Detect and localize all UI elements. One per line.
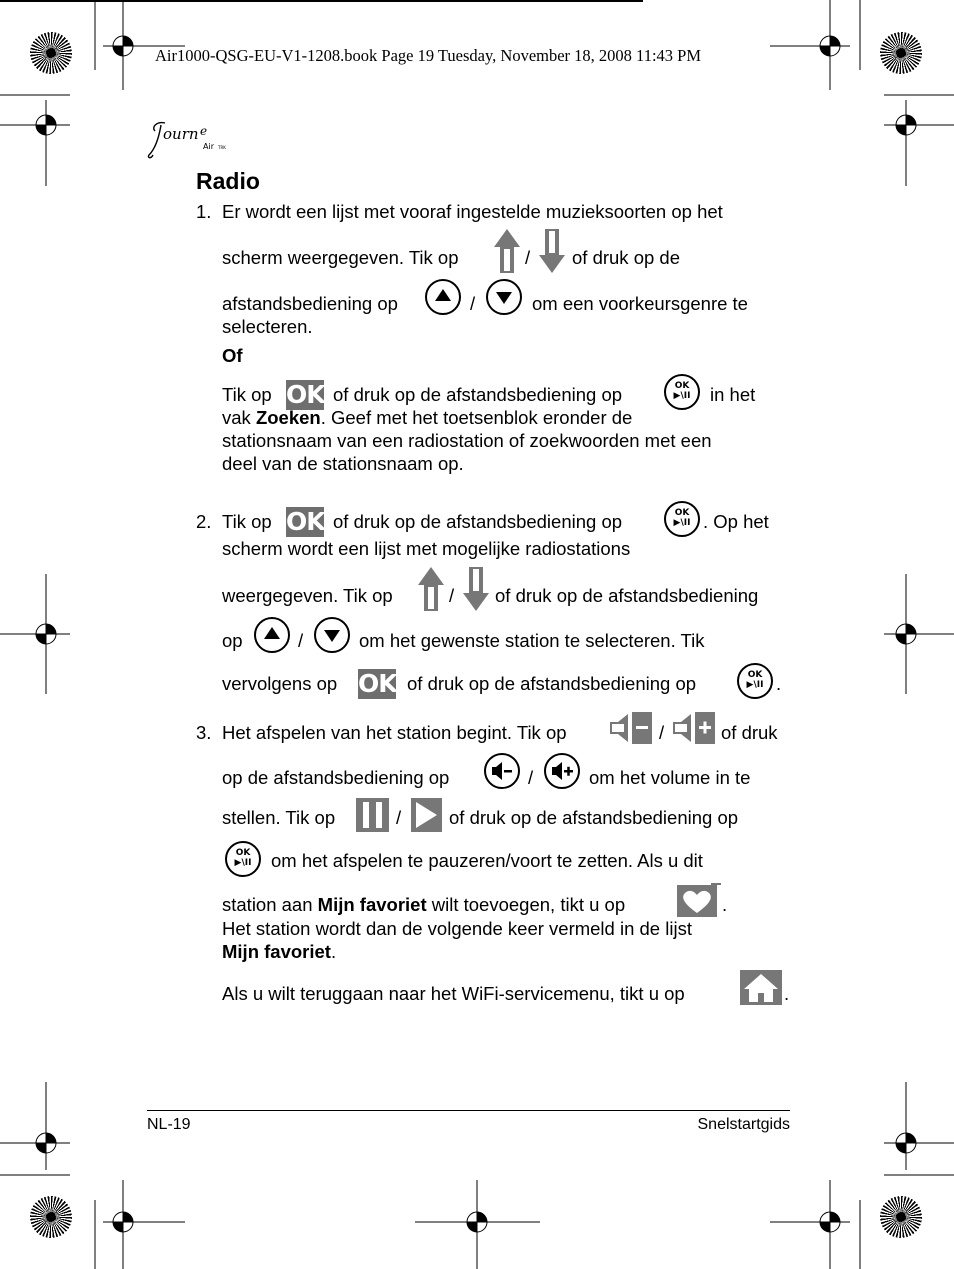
scroll-down-icon — [463, 567, 489, 611]
ok-button-icon: OK — [286, 380, 325, 409]
step2-line3b: of druk op de afstandsbediening — [495, 585, 759, 606]
step3-line7: Mijn favoriet. — [222, 941, 337, 962]
volume-up-icon — [673, 712, 715, 744]
step1-line8: deel van de stationsnaam op. — [222, 453, 464, 474]
step-number: 3. — [196, 722, 212, 743]
scroll-up-icon — [494, 229, 520, 273]
journe-air-logo — [147, 115, 237, 161]
volume-down-icon — [610, 712, 652, 744]
step1-line2: scherm weergegeven. Tik op — [222, 247, 459, 268]
step2-line1: Tik op — [222, 511, 272, 532]
ok-button-icon: OK — [358, 669, 397, 698]
step-number: 1. — [196, 201, 212, 222]
step2-line5: vervolgens op — [222, 673, 338, 694]
step3-line2: op de afstandsbediening op — [222, 767, 450, 788]
registration-starburst-top-left — [30, 32, 72, 74]
slash: / — [525, 247, 531, 268]
svg-text:e: e — [200, 124, 208, 138]
step3-line3b: of druk op de afstandsbediening op — [449, 807, 739, 828]
svg-text:Air: Air — [203, 142, 214, 151]
scroll-down-icon — [539, 229, 565, 273]
remote-up-button-icon — [254, 617, 290, 653]
step1-line5b: of druk op de afstandsbediening op — [333, 384, 623, 405]
home-icon — [740, 970, 782, 1005]
step2-line5c: . — [776, 673, 782, 694]
registration-starburst-top-right — [880, 32, 922, 74]
remote-ok-play-pause-icon: OK ▶\II — [737, 663, 773, 699]
slash: / — [396, 807, 402, 828]
step1-line2b: of druk op de — [572, 247, 680, 268]
remote-ok-play-pause-icon: OK ▶\II — [664, 501, 700, 537]
add-favorite-heart-icon — [677, 883, 721, 917]
page-number: NL-19 — [147, 1116, 191, 1133]
step1-line3: afstandsbediening op — [222, 293, 398, 314]
step2-line1c: . Op het — [703, 511, 769, 532]
step2-line4b: om het gewenste station te selecteren. Tik — [359, 630, 705, 651]
remote-volume-up-icon — [544, 753, 580, 789]
step2-line5b: of druk op de afstandsbediening op — [407, 673, 697, 694]
svg-text:ourn: ourn — [163, 125, 199, 143]
pause-icon — [356, 798, 389, 832]
ok-button-icon: OK — [286, 507, 325, 536]
step3-line3: stellen. Tik op — [222, 807, 336, 828]
remote-up-button-icon — [425, 279, 461, 315]
registration-starburst-bottom-left — [30, 1196, 72, 1238]
step3-line8b: . — [784, 983, 790, 1004]
step1-line5: Tik op — [222, 384, 272, 405]
play-icon — [411, 798, 442, 832]
step3-line8: Als u wilt teruggaan naar het WiFi-servicemenu, tikt u op — [222, 983, 685, 1004]
remote-ok-play-pause-icon: OK ▶\II — [664, 374, 700, 410]
remote-ok-play-pause-icon: OK ▶\II — [225, 841, 261, 877]
step-number: 2. — [196, 511, 212, 532]
step1-line5c: in het — [710, 384, 756, 405]
slash: / — [298, 630, 304, 651]
or-label: Of — [222, 345, 243, 366]
step1-line3b: om een voorkeursgenre te — [532, 293, 748, 314]
section-title: Radio — [196, 168, 260, 194]
step3-line6: Het station wordt dan de volgende keer vermeld in de lijst — [222, 918, 692, 939]
remote-volume-down-icon — [484, 753, 520, 789]
remote-down-button-icon — [486, 279, 522, 315]
step1-line6: vak Zoeken. Geef met het toetsenblok eronder de — [222, 407, 633, 428]
slash: / — [449, 585, 455, 606]
step3-line1b: of druk — [721, 722, 778, 743]
step1-line1: Er wordt een lijst met vooraf ingestelde muzieksoorten op het — [222, 201, 723, 222]
slash: / — [659, 722, 665, 743]
step2-line1b: of druk op de afstandsbediening op — [333, 511, 623, 532]
document-title: Snelstartgids — [697, 1116, 790, 1133]
step3-line4: om het afspelen te pauzeren/voort te zetten. Als u dit — [271, 850, 703, 871]
step2-line2: scherm wordt een lijst met mogelijke radiostations — [222, 538, 631, 559]
step2-line4: op — [222, 630, 243, 651]
step1-line7: stationsnaam van een radiostation of zoekwoorden met een — [222, 430, 712, 451]
step3-line1: Het afspelen van het station begint. Tik op — [222, 722, 567, 743]
step3-line5d: . — [722, 894, 728, 915]
step3-line5: station aan Mijn favoriet wilt toevoegen, tikt u op — [222, 894, 626, 915]
slash: / — [528, 767, 534, 788]
slash: / — [470, 293, 476, 314]
step3-line2b: om het volume in te — [589, 767, 751, 788]
print-slug: Air1000-QSG-EU-V1-1208.book Page 19 Tuesday, November 18, 2008 11:43 PM — [155, 46, 701, 65]
svg-text:TRK: TRK — [218, 145, 226, 150]
registration-starburst-bottom-right — [880, 1196, 922, 1238]
scroll-up-icon — [418, 567, 444, 611]
step2-line3: weergegeven. Tik op — [222, 585, 393, 606]
remote-down-button-icon — [314, 617, 350, 653]
step1-line4: selecteren. — [222, 316, 313, 337]
footer-rule — [147, 1110, 790, 1111]
